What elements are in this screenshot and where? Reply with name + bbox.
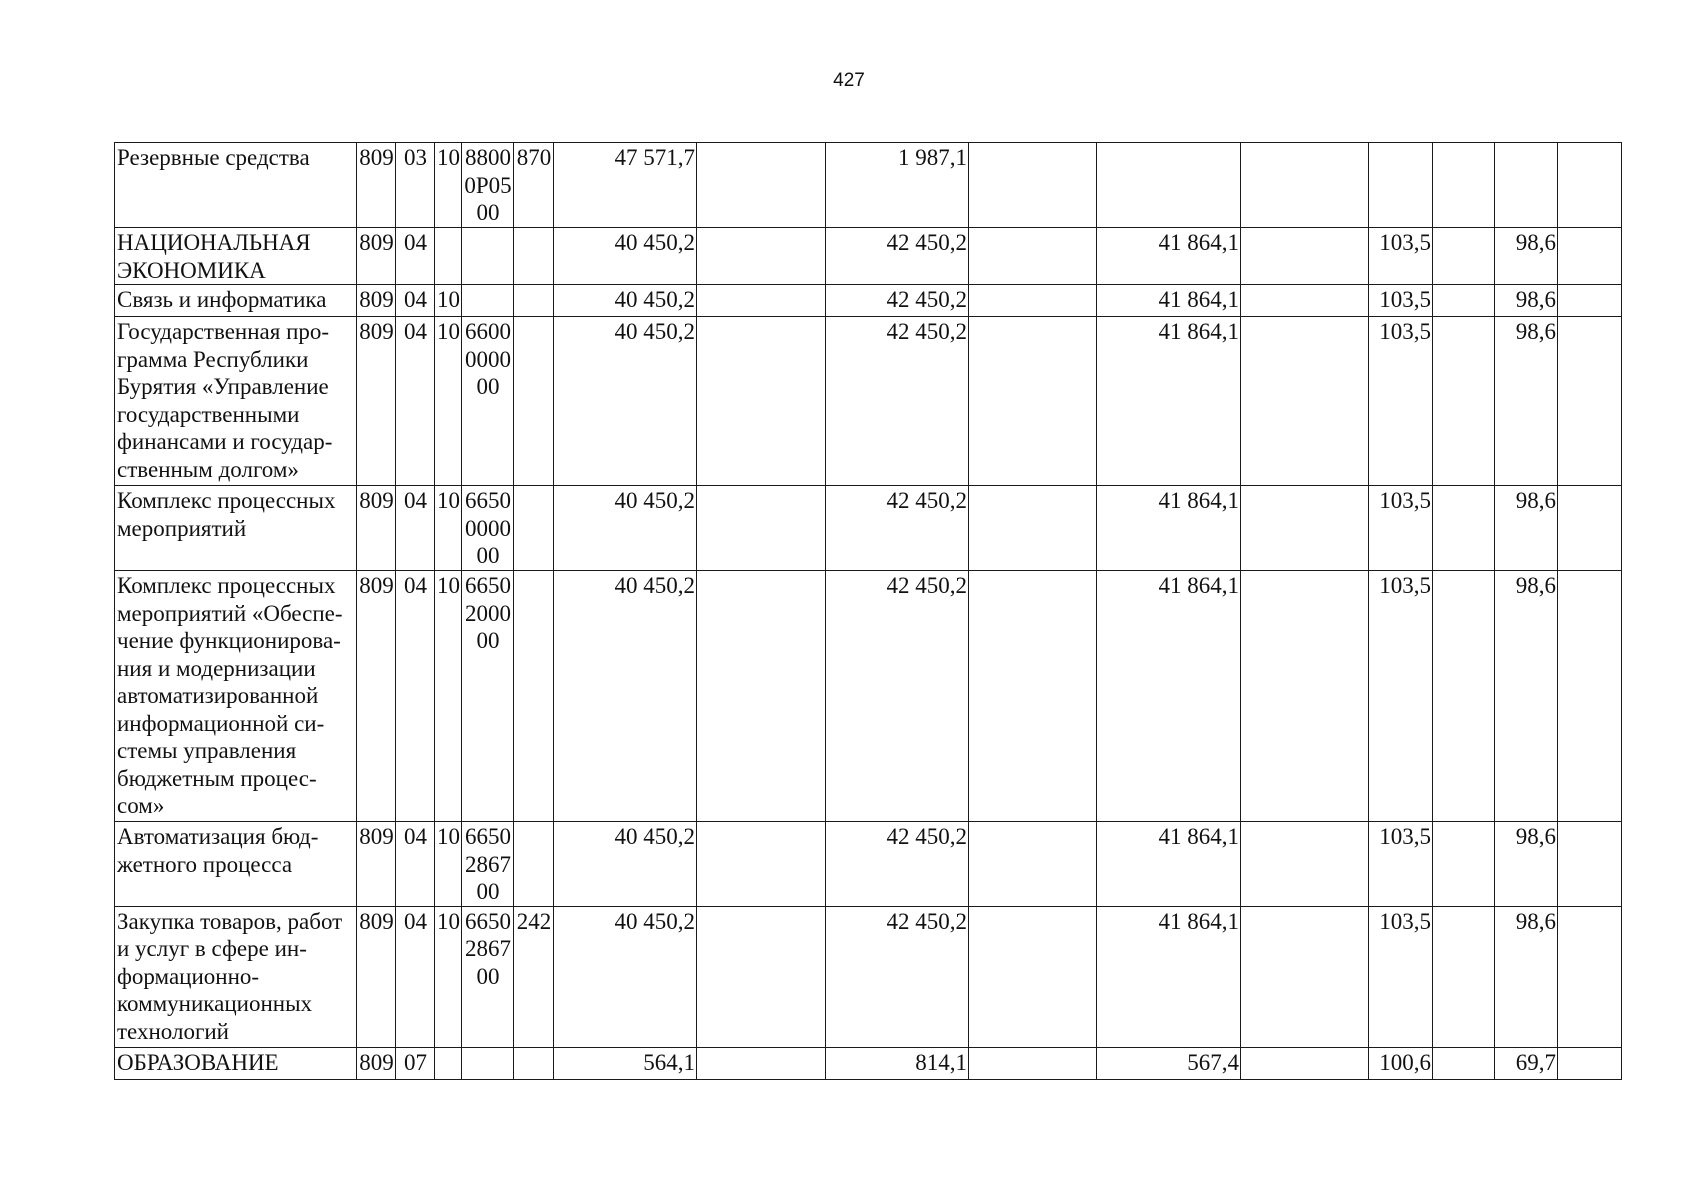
percent-cell-2 — [1433, 1047, 1495, 1079]
percent-cell-3: 98,6 — [1495, 486, 1558, 571]
amount-cell-1: 40 450,2 — [554, 285, 697, 317]
amount-cell-4 — [969, 285, 1097, 317]
item-name-cell: Резервные средства — [115, 143, 357, 228]
amount-cell-6 — [1241, 1047, 1369, 1079]
percent-cell-1: 103,5 — [1369, 571, 1433, 822]
amount-cell-2 — [697, 486, 826, 571]
chapter-code-cell: 809 — [357, 486, 396, 571]
amount-cell-1: 564,1 — [554, 1047, 697, 1079]
percent-cell-2 — [1433, 906, 1495, 1047]
table-row — [115, 285, 1622, 317]
target-article-code-cell: 6650 2000 00 — [462, 571, 514, 822]
item-name-cell: Комплекс процессных мероприятий — [115, 486, 357, 571]
page-number: 427 — [833, 70, 865, 91]
percent-cell-4 — [1558, 143, 1622, 228]
amount-cell-2 — [697, 571, 826, 822]
percent-cell-2 — [1433, 285, 1495, 317]
amount-cell-3: 42 450,2 — [826, 228, 969, 285]
percent-cell-3: 98,6 — [1495, 285, 1558, 317]
chapter-code-cell: 809 — [357, 143, 396, 228]
item-name-cell: Закупка товаров, работ и услуг в сфере ин- формационно- коммуникационных технологий — [115, 906, 357, 1047]
item-name-cell: Комплекс процессных мероприятий «Обеспе- чение функционирова- ния и модернизации автоматизированной информационной си- стемы управления бюджетным процес- сом» — [115, 571, 357, 822]
amount-cell-6 — [1241, 906, 1369, 1047]
amount-cell-6 — [1241, 285, 1369, 317]
section-code-cell: 07 — [396, 1047, 435, 1079]
subsection-code-cell: 10 — [435, 317, 462, 486]
subsection-code-cell — [435, 228, 462, 285]
amount-cell-3: 42 450,2 — [826, 906, 969, 1047]
section-code-cell: 04 — [396, 228, 435, 285]
section-code-cell: 04 — [396, 906, 435, 1047]
percent-cell-3: 98,6 — [1495, 571, 1558, 822]
chapter-code-cell: 809 — [357, 1047, 396, 1079]
subsection-code-cell: 10 — [435, 822, 462, 907]
target-article-code-cell: 6600 0000 00 — [462, 317, 514, 486]
percent-cell-2 — [1433, 228, 1495, 285]
percent-cell-1: 103,5 — [1369, 906, 1433, 1047]
expense-type-code-cell — [514, 317, 554, 486]
percent-cell-3: 69,7 — [1495, 1047, 1558, 1079]
percent-cell-1: 103,5 — [1369, 486, 1433, 571]
percent-cell-2 — [1433, 317, 1495, 486]
amount-cell-6 — [1241, 317, 1369, 486]
percent-cell-4 — [1558, 906, 1622, 1047]
expense-type-code-cell: 870 — [514, 143, 554, 228]
percent-cell-1: 103,5 — [1369, 228, 1433, 285]
section-code-cell: 03 — [396, 143, 435, 228]
amount-cell-5: 41 864,1 — [1097, 317, 1241, 486]
percent-cell-4 — [1558, 285, 1622, 317]
amount-cell-3: 42 450,2 — [826, 822, 969, 907]
table-row — [115, 143, 1622, 228]
amount-cell-5: 41 864,1 — [1097, 486, 1241, 571]
expense-type-code-cell: 242 — [514, 906, 554, 1047]
amount-cell-3: 42 450,2 — [826, 486, 969, 571]
expense-type-code-cell — [514, 822, 554, 907]
table-row — [115, 486, 1622, 571]
amount-cell-2 — [697, 317, 826, 486]
target-article-code-cell: 6650 2867 00 — [462, 906, 514, 1047]
subsection-code-cell: 10 — [435, 285, 462, 317]
amount-cell-4 — [969, 317, 1097, 486]
amount-cell-2 — [697, 1047, 826, 1079]
amount-cell-4 — [969, 822, 1097, 907]
amount-cell-4 — [969, 143, 1097, 228]
chapter-code-cell: 809 — [357, 285, 396, 317]
subsection-code-cell: 10 — [435, 571, 462, 822]
target-article-code-cell — [462, 285, 514, 317]
item-name-cell: НАЦИОНАЛЬНАЯ ЭКОНОМИКА — [115, 228, 357, 285]
table-row — [115, 571, 1622, 822]
target-article-code-cell: 6650 0000 00 — [462, 486, 514, 571]
amount-cell-1: 40 450,2 — [554, 228, 697, 285]
amount-cell-2 — [697, 143, 826, 228]
section-code-cell: 04 — [396, 285, 435, 317]
expense-type-code-cell — [514, 285, 554, 317]
table-row — [115, 317, 1622, 486]
expense-type-code-cell — [514, 228, 554, 285]
target-article-code-cell — [462, 228, 514, 285]
item-name-cell: ОБРАЗОВАНИЕ — [115, 1047, 357, 1079]
amount-cell-4 — [969, 228, 1097, 285]
amount-cell-6 — [1241, 571, 1369, 822]
amount-cell-6 — [1241, 822, 1369, 907]
amount-cell-1: 40 450,2 — [554, 317, 697, 486]
section-code-cell: 04 — [396, 317, 435, 486]
amount-cell-2 — [697, 285, 826, 317]
percent-cell-4 — [1558, 228, 1622, 285]
expense-type-code-cell — [514, 571, 554, 822]
subsection-code-cell: 10 — [435, 906, 462, 1047]
amount-cell-5: 41 864,1 — [1097, 228, 1241, 285]
item-name-cell: Связь и информатика — [115, 285, 357, 317]
expense-type-code-cell — [514, 1047, 554, 1079]
amount-cell-3: 1 987,1 — [826, 143, 969, 228]
percent-cell-4 — [1558, 486, 1622, 571]
amount-cell-6 — [1241, 486, 1369, 571]
amount-cell-5: 567,4 — [1097, 1047, 1241, 1079]
budget-table — [114, 142, 1622, 1080]
percent-cell-2 — [1433, 143, 1495, 228]
section-code-cell: 04 — [396, 822, 435, 907]
percent-cell-3 — [1495, 143, 1558, 228]
percent-cell-3: 98,6 — [1495, 228, 1558, 285]
amount-cell-1: 40 450,2 — [554, 486, 697, 571]
percent-cell-2 — [1433, 822, 1495, 907]
amount-cell-5: 41 864,1 — [1097, 822, 1241, 907]
amount-cell-3: 42 450,2 — [826, 317, 969, 486]
amount-cell-2 — [697, 228, 826, 285]
amount-cell-1: 40 450,2 — [554, 571, 697, 822]
amount-cell-6 — [1241, 143, 1369, 228]
amount-cell-5: 41 864,1 — [1097, 571, 1241, 822]
amount-cell-4 — [969, 1047, 1097, 1079]
item-name-cell: Государственная про- грамма Республики Бурятия «Управление государственными финансами и государ- ственным долгом» — [115, 317, 357, 486]
amount-cell-6 — [1241, 228, 1369, 285]
chapter-code-cell: 809 — [357, 906, 396, 1047]
chapter-code-cell: 809 — [357, 571, 396, 822]
amount-cell-3: 814,1 — [826, 1047, 969, 1079]
table-row — [115, 228, 1622, 285]
target-article-code-cell: 6650 2867 00 — [462, 822, 514, 907]
subsection-code-cell: 10 — [435, 143, 462, 228]
percent-cell-2 — [1433, 571, 1495, 822]
percent-cell-1: 100,6 — [1369, 1047, 1433, 1079]
amount-cell-4 — [969, 486, 1097, 571]
table-row — [115, 906, 1622, 1047]
percent-cell-1: 103,5 — [1369, 285, 1433, 317]
subsection-code-cell: 10 — [435, 486, 462, 571]
amount-cell-5: 41 864,1 — [1097, 285, 1241, 317]
amount-cell-3: 42 450,2 — [826, 285, 969, 317]
chapter-code-cell: 809 — [357, 317, 396, 486]
percent-cell-1 — [1369, 143, 1433, 228]
chapter-code-cell: 809 — [357, 228, 396, 285]
amount-cell-2 — [697, 822, 826, 907]
percent-cell-3: 98,6 — [1495, 906, 1558, 1047]
table-row — [115, 822, 1622, 907]
percent-cell-1: 103,5 — [1369, 822, 1433, 907]
item-name-cell: Автоматизация бюд- жетного процесса — [115, 822, 357, 907]
percent-cell-4 — [1558, 1047, 1622, 1079]
amount-cell-1: 40 450,2 — [554, 822, 697, 907]
amount-cell-2 — [697, 906, 826, 1047]
table-body — [115, 143, 1622, 1080]
amount-cell-5: 41 864,1 — [1097, 906, 1241, 1047]
percent-cell-3: 98,6 — [1495, 317, 1558, 486]
percent-cell-3: 98,6 — [1495, 822, 1558, 907]
percent-cell-1: 103,5 — [1369, 317, 1433, 486]
expense-type-code-cell — [514, 486, 554, 571]
target-article-code-cell: 8800 0Р05 00 — [462, 143, 514, 228]
table-row — [115, 1047, 1622, 1079]
amount-cell-4 — [969, 571, 1097, 822]
amount-cell-4 — [969, 906, 1097, 1047]
amount-cell-5 — [1097, 143, 1241, 228]
amount-cell-3: 42 450,2 — [826, 571, 969, 822]
section-code-cell: 04 — [396, 571, 435, 822]
subsection-code-cell — [435, 1047, 462, 1079]
amount-cell-1: 47 571,7 — [554, 143, 697, 228]
percent-cell-4 — [1558, 317, 1622, 486]
chapter-code-cell: 809 — [357, 822, 396, 907]
target-article-code-cell — [462, 1047, 514, 1079]
percent-cell-4 — [1558, 571, 1622, 822]
amount-cell-1: 40 450,2 — [554, 906, 697, 1047]
section-code-cell: 04 — [396, 486, 435, 571]
percent-cell-2 — [1433, 486, 1495, 571]
percent-cell-4 — [1558, 822, 1622, 907]
